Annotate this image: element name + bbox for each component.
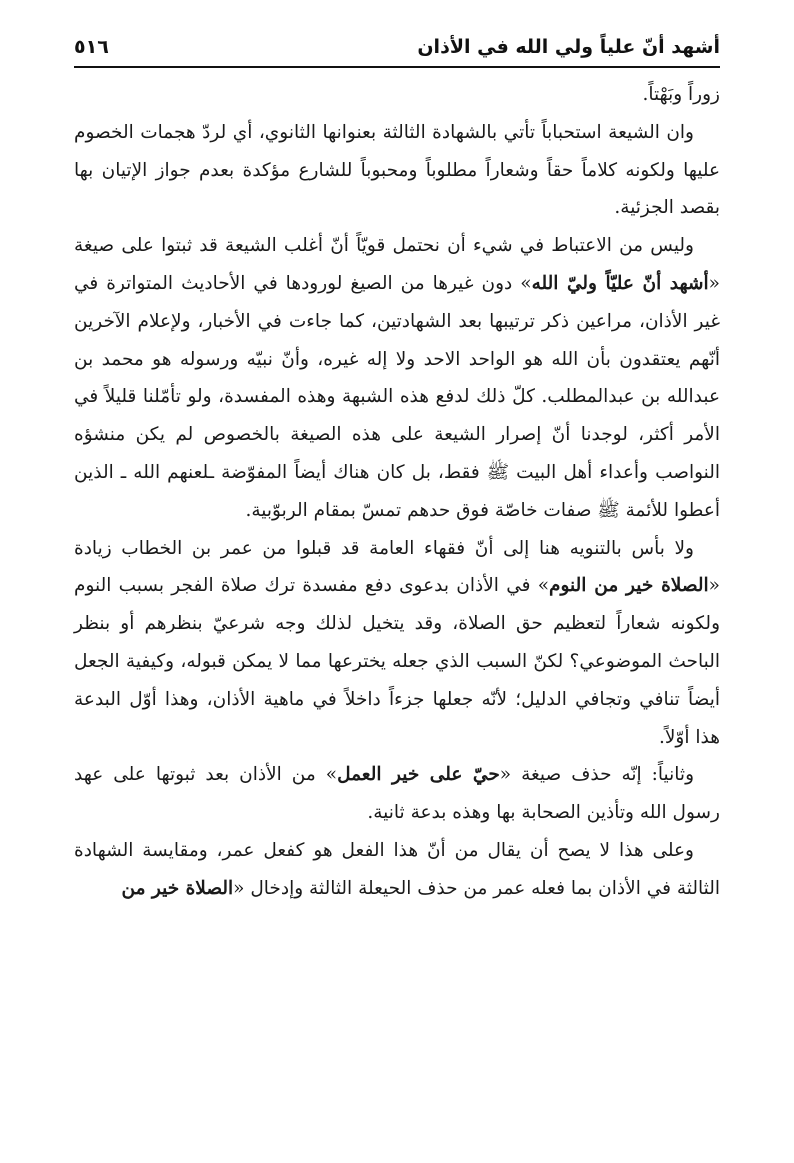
paragraph-text: » دون غيرها من الصيغ لورودها في الأحاديث المتواترة في غير الأذان، مراعين ذكر ترتيبها بعد الشهادتين، كما جاءت في الأخبار، ولإعلام الآخرين أنّهم يعتقدون بأن الله هو الواحد الاحد ولا إله غيره، وأنّ نبيّه ورسوله هو محمد بن عبدالله بن عبدالمطلب. كلّ ذلك لدفع هذه الشبهة وهذه المفسدة، ولو تأمّلنا قليلاً في الأمر أكثر، لوجدنا أنّ إصرار الشيعة على هذه الصيغة بالخصوص لم يكن منشؤه النواصب وأعداء أهل البيت ﷺ فقط، بل كان هناك أيضاً المفوّضة ـلعنهم الله ـ الذين أعطوا للأئمة ﷺ صفات خاصّة فوق حدهم تمسّ بمقام الربوّبية. (74, 272, 720, 521)
bold-quote-text: الصلاة خير من (121, 877, 234, 899)
paragraph (74, 530, 720, 757)
paragraph-text: ولا بأس بالتنويه هنا إلى أنّ فقهاء العامة قد قبلوا من عمر بن الخطاب زيادة « (74, 537, 720, 597)
bold-quote-text: الصلاة خير من النوم (549, 575, 709, 597)
paragraph-text: زوراً وبَهْتاً. (642, 84, 720, 105)
paragraph-text: وثانياً: إنّه حذف صيغة « (499, 764, 694, 786)
running-header (74, 28, 720, 68)
page-number: ٥١٦ (74, 36, 109, 58)
paragraph-text: » من الأذان بعد ثبوتها على عهد رسول الله وتأذين الصحابة بها وهذه بدعة ثانية. (74, 764, 720, 824)
paragraph (74, 756, 720, 832)
page-body (74, 76, 720, 908)
bold-quote-text: حيّ على خير العمل (337, 764, 500, 786)
paragraph-text: وليس من الاعتباط في شيء أن نحتمل قويّاً أنّ أغلب الشيعة قد ثبتوا على صيغة « (74, 235, 720, 294)
header-title: أشهد أنّ علياً ولي الله في الأذان (417, 36, 720, 58)
paragraph (74, 76, 720, 114)
paragraph-text: وان الشيعة استحباباً تأتي بالشهادة الثالثة بعنوانها الثانوي، أي لردّ هجمات الخصوم عليها ولكونه كلاماً حقاً وشعاراً مطلوباً ومحبوباً للشارع مؤكدة بعدم جواز الإتيان بها بقصد الجزئية. (74, 121, 720, 219)
paragraph (74, 832, 720, 908)
paragraph-text: » في الأذان بدعوى دفع مفسدة ترك صلاة الفجر بسبب النوم ولكونه شعاراً لتعظيم حق الصلاة، وقد يتخيل لذلك وجه شرعيّ بنظرهم أو بنظر الباحث الموضوعي؟ لكنّ السبب الذي جعله يخترعها مما لا يمكن قبوله، وكيفية الجعل أيضاً تنافي وتجافي الدليل؛ لأنّه جعلها جزءاً داخلاً في ماهية الأذان، وهذا أوّل البدعة هذا أوّلاً. (74, 575, 720, 748)
bold-quote-text: أشهد أنّ عليّاً وليّ الله (531, 272, 709, 294)
paragraph (74, 227, 720, 529)
paragraph (74, 114, 720, 227)
paragraph-text: وعلى هذا لا يصح أن يقال من أنّ هذا الفعل هو كفعل عمر، ومقايسة الشهادة الثالثة في الأذان بما فعله عمر من حذف الحيعلة الثالثة وإدخال « (74, 839, 720, 899)
